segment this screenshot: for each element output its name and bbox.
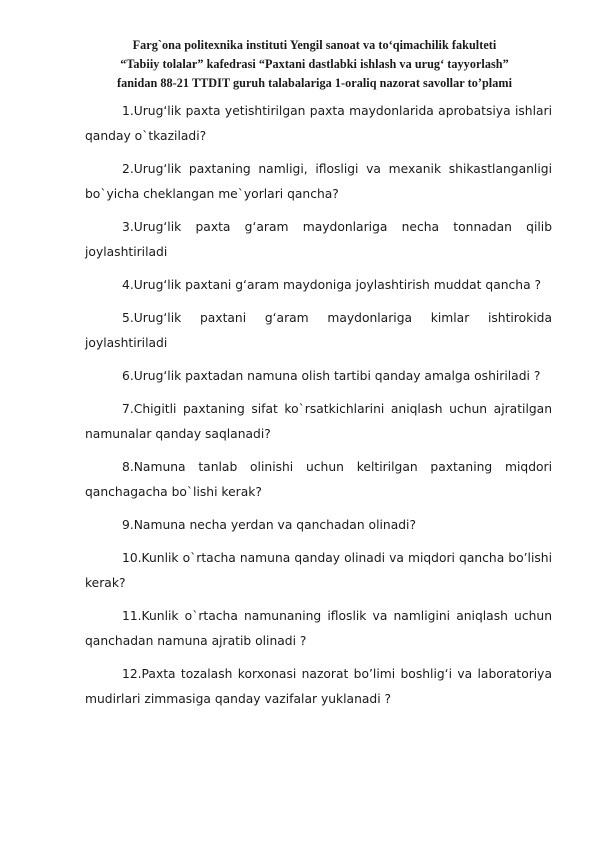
header-line-group: fanidan 88-21 TTDIT guruh talabalariga 1-oraliq nazorat savollar to’plami <box>116 76 513 90</box>
question-item: 8.Namuna tanlab olinishi uchun keltirilgan paxtaning miqdori qanchagacha bo`lishi kerak? <box>85 460 552 499</box>
question-item: 10.Kunlik o`rtacha namuna qanday olinadi va miqdori qancha bo’lishi kerak? <box>85 551 552 590</box>
question-item: 12.Paxta tozalash korxonasi nazorat bo’limi boshlig‘i va laboratoriya mudirlari zimmasiga qanday vazifalar yuklanadi ? <box>85 667 552 706</box>
question-list <box>85 99 552 712</box>
question-item: 7.Chigitli paxtaning sifat ko`rsatkichlarini aniqlash uchun ajratilgan namunalar qanday saqlanadi? <box>85 402 552 441</box>
document-header <box>77 36 552 93</box>
question-item: 11.Kunlik o`rtacha namunaning ifloslik va namligini aniqlash uchun qanchadan namuna ajratib olinadi ? <box>85 609 552 648</box>
question-item: 1.Urug‘lik paxta yetishtirilgan paxta maydonlarida aprobatsiya ishlari qanday o`tkaziladi? <box>85 104 552 143</box>
question-item: 9.Namuna necha yerdan va qanchadan olinadi? <box>122 518 416 532</box>
question-item: 3.Urug‘lik paxta g‘aram maydonlariga necha tonnadan qilib joylashtiriladi <box>85 220 552 259</box>
question-item: 5.Urug‘lik paxtani g‘aram maydonlariga kimlar ishtirokida joylashtiriladi <box>85 311 552 350</box>
question-item: 2.Urug‘lik paxtaning namligi, iflosligi va mexanik shikastlanganligi bo`yicha cheklangan me`yorlari qancha? <box>85 162 552 201</box>
header-line-department: “Tabiiy tolalar” kafedrasi “Paxtani dastlabki ishlash va urug‘ tayyorlash” <box>120 57 509 71</box>
question-item: 4.Urug‘lik paxtani g‘aram maydoniga joylashtirish muddat qancha ? <box>122 278 542 292</box>
question-item: 6.Urug‘lik paxtadan namuna olish tartibi qanday amalga oshiriladi ? <box>122 369 541 383</box>
header-line-institute: Farg`ona politexnika instituti Yengil sanoat va to‘qimachilik fakulteti <box>132 38 497 52</box>
